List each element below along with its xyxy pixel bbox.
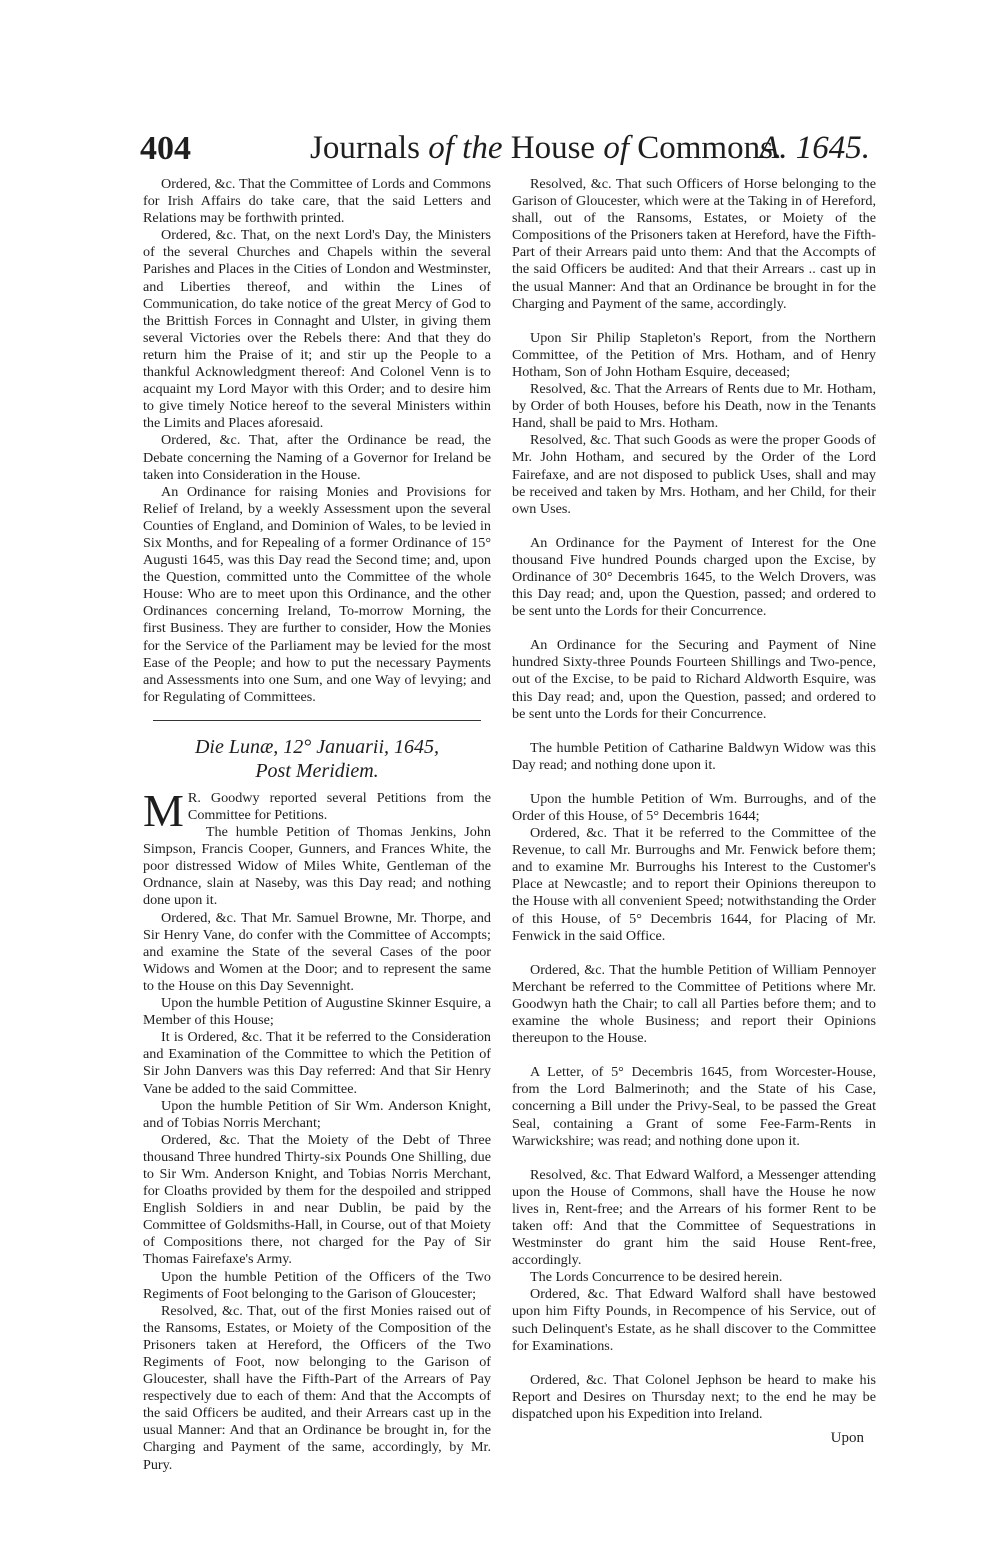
- section-divider: [153, 720, 481, 721]
- paragraph: Ordered, &c. That Mr. Samuel Browne, Mr. Thorpe, and Sir Henry Vane, do confer with the Committee of Accompts; and examine the State of the several Cases of the poor Widows and Women at the Door; and to represent the same to the House on this Day Sevennight.: [143, 909, 491, 994]
- paragraph: A Letter, of 5° Decembris 1645, from Worcester-House, from the Lord Balmerinoth; and the State of his Case, concerning a Bill under the Privy-Seal, to be passed the Great Seal, containing a Grant of some Fee-Farm-Rents in Warwickshire; was read; and nothing done upon it.: [512, 1064, 876, 1149]
- running-title: Journals of the House of Commons.: [310, 130, 782, 166]
- paragraph: Ordered, &c. That Edward Walford shall have bestowed upon him Fifty Pounds, in Recompence of his Service, out of such Delinquent's Estate, as he shall discover to the Committee for Examinations.: [512, 1286, 876, 1354]
- paragraph: Ordered, &c. That the humble Petition of William Pennoyer Merchant be referred to the Committee of Petitions where Mr. Goodwyn hath the Chair; to call all Parties before them; and to examine the whole Business; and report their Opinions thereupon to the House.: [512, 961, 876, 1047]
- paragraph: The humble Petition of Thomas Jenkins, John Simpson, Francis Cooper, Gunners, and Frances White, the poor distressed Widow of Miles White, Gentleman of the Ordnance, slain at Naseby, was this Day read; and nothing done upon it.: [143, 824, 491, 909]
- paragraph: Upon Sir Philip Stapleton's Report, from the Northern Committee, of the Petition of Mrs. Hotham, and of Henry Hotham, Son of John Hotham Esquire, deceased;: [512, 329, 876, 380]
- paragraph: Ordered, &c. That the Moiety of the Debt of Three thousand Three hundred Thirty-six Pounds One Shilling, due to Sir Wm. Anderson Knight, and Tobias Norris Merchant, for Cloaths provided by them for the despoiled and stripped English Soldiers in and near Dublin, be paid by the Committee of Goldsmiths-Hall, in Course, out of that Moiety of Compositions there, not charged for the Pay of Sir Thomas Fairefaxe's Army.: [143, 1131, 491, 1268]
- right-column: [512, 176, 876, 1423]
- paragraph: Resolved, &c. That such Goods as were the proper Goods of Mr. John Hotham, and secured by the Order of the Lord Fairefaxe, and are not disposed to publick Uses, shall and may be received and taken by Mrs. Hotham, and her Child, for their own Uses.: [512, 432, 876, 517]
- catchword: Upon: [830, 1430, 864, 1446]
- page-year: A. 1645.: [759, 130, 870, 166]
- paragraph: Ordered, &c. That, after the Ordinance be read, the Debate concerning the Naming of a Governor for Ireland be taken into Consideration in the House.: [143, 432, 491, 483]
- page-number: 404: [140, 130, 191, 167]
- paragraph: Upon the humble Petition of Sir Wm. Anderson Knight, and of Tobias Norris Merchant;: [143, 1097, 491, 1131]
- left-column: [143, 176, 491, 1474]
- paragraph: The humble Petition of Catharine Baldwyn Widow was this Day read; and nothing done upon it.: [512, 739, 876, 773]
- paragraph: Ordered, &c. That Colonel Jephson be heard to make his Report and Desires on Thursday next; to the end he may be dispatched upon his Expedition into Ireland.: [512, 1371, 876, 1422]
- paragraph: Resolved, &c. That such Officers of Horse belonging to the Garison of Gloucester, which were at the Taking in of Hereford, shall, out of the Ransoms, Estates, or Moiety of the Compositions of the Prisoners taken at Hereford, have the Fifth-Part of their Arrears paid unto them: And that the Accompts of the said Officers be audited: And that their Arrears .. cast up in the usual Manner: And that an Ordinance be brought in for the Charging and Payment of the same, accordingly.: [512, 176, 876, 312]
- opening-paragraph: M R. Goodwy reported several Petitions from the Committee for Petitions.: [143, 784, 491, 836]
- paragraph: An Ordinance for the Securing and Payment of Nine hundred Sixty-three Pounds Fourteen Shillings and Two-pence, out of the Excise, to be paid to Richard Aldworth Esquire, was this Day read; and, upon the Question, passed; and ordered to be sent unto the Lords for their Concurrence.: [512, 637, 876, 722]
- paragraph: Resolved, &c. That the Arrears of Rents due to Mr. Hotham, by Order of both Houses, before his Death, now in the Tenants Hand, shall be paid to Mrs. Hotham.: [512, 381, 876, 432]
- paragraph: An Ordinance for raising Monies and Provisions for Relief of Ireland, by a weekly Assessment upon the several Counties of England, and Dominion of Wales, to be levied in Six Months, and for Repealing of a former Ordinance of 15° Augusti 1645, was this Day read the Second time; and, upon the Question, committed unto the Committee of the whole House: Who are to meet upon this Ordinance, and the other Ordinances concerning Ireland, To-morrow Morning, the first Business. They are further to consider, How the Monies for the Service of the Parliament may be levied for the most Ease of the People; and how to put the necessary Payments and Assessments into one Sum, and one Way of levying; and for Regulating of Committees.: [143, 483, 491, 705]
- paragraph: An Ordinance for the Payment of Interest for the One thousand Five hundred Pounds charged upon the Excise, by Ordinance of 30° Decembris 1645, to the Welch Drovers, was this Day read; and, upon the Question, passed; and ordered to be sent unto the Lords for their Concurrence.: [512, 534, 876, 620]
- paragraph: Upon the humble Petition of Augustine Skinner Esquire, a Member of this House;: [143, 995, 491, 1029]
- paragraph: Upon the humble Petition of the Officers of the Two Regiments of Foot belonging to the Garison of Gloucester;: [143, 1268, 491, 1302]
- paragraph: Ordered, &c. That, on the next Lord's Day, the Ministers of the several Churches and Chapels within the several Parishes and Places in the Cities of London and Westminster, and Liberties thereof, and within the Lines of Communication, do take notice of the great Mercy of God to the Brittish Forces in Connaght and Ulster, in giving them several Victories over the Rebels there: And that they do return him the Praise of it; and stir up the People to a thankful Acknowledgment thereof: And Colonel Venn is to acquaint my Lord Mayor with this Order; and to desire him to give timely Notice hereof to the several Ministers within the Limits and Places aforesaid.: [143, 227, 491, 432]
- drop-cap: M: [143, 784, 184, 836]
- sitting-heading: Die Lunæ, 12° Januarii, 1645, Post Meridiem.: [194, 735, 440, 782]
- paragraph: Ordered, &c. That it be referred to the Committee of the Revenue, to call Mr. Burroughs and Mr. Fenwick before them; and to examine Mr. Burroughs his Interest to the Customer's Place at Newcastle; and to report their Opinions thereupon to the House with all convenient Speed; notwithstanding the Order of this House, of 5° Decembris 1644, for Placing of Mr. Fenwick in the said Office.: [512, 825, 876, 944]
- paragraph: The Lords Concurrence to be desired herein.: [530, 1269, 783, 1286]
- paragraph: Resolved, &c. That Edward Walford, a Messenger attending upon the House of Commons, shall have the House he now lives in, Rent-free; and the Arrears of his former Rent to be taken off: And that the Committee of Sequestrations in Westminster do grant him the said House Rent-free, accordingly.: [512, 1166, 876, 1269]
- paragraph: Resolved, &c. That, out of the first Monies raised out of the Ransoms, Estates, or Moiety of the Composition of the Prisoners taken at Hereford, the Officers of the Two Regiments of Foot, now belonging to the Garison of Gloucester, shall have the Fifth-Part of the Arrears of Pay respectively due to each of them: And that the Accompts of the said Officers be audited, and their Arrears cast up in the usual Manner: And that an Ordinance be brought in, for the Charging and Payment of the same, accordingly, by Mr. Pury.: [143, 1302, 491, 1473]
- paragraph: Upon the humble Petition of Wm. Burroughs, and of the Order of this House, of 5° Decembris 1644;: [512, 790, 876, 824]
- paragraph: Ordered, &c. That the Committee of Lords and Commons for Irish Affairs do take care, that the said Letters and Relations may be forthwith printed.: [143, 176, 491, 227]
- paragraph: It is Ordered, &c. That it be referred to the Consideration and Examination of the Committee to which the Petition of Sir John Danvers was this Day referred: And that Sir Henry Vane be added to the said Committee.: [143, 1029, 491, 1097]
- page-header: [140, 130, 870, 174]
